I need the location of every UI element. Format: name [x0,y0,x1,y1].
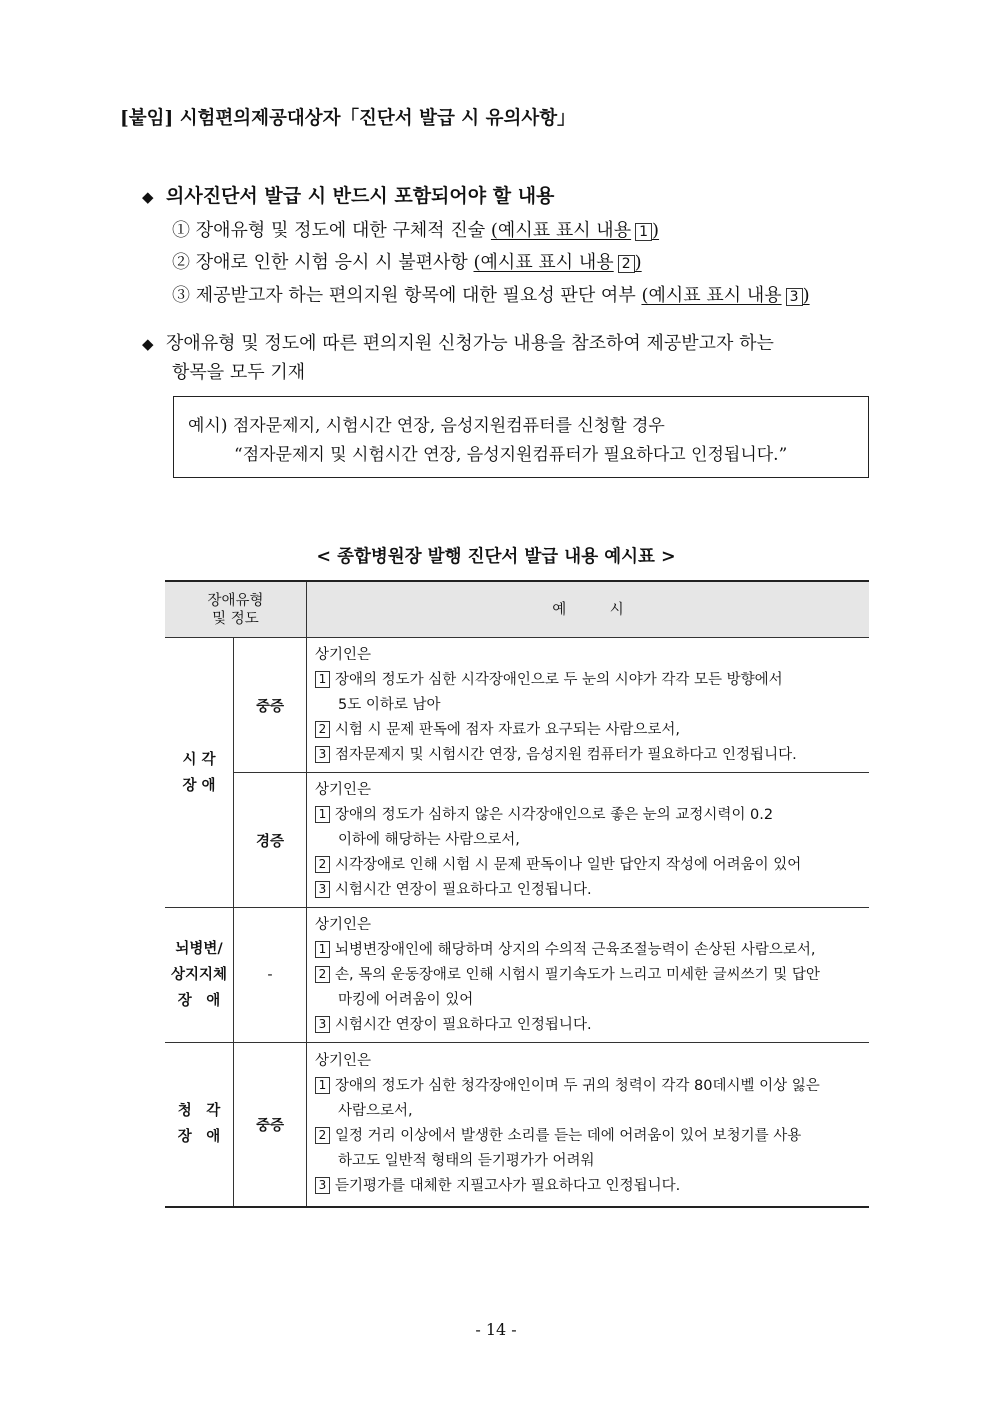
table-row [165,773,869,908]
bullet-text-line2: 항목을 모두 기재 [172,362,306,383]
example-box [173,396,869,478]
description-cell: 상기인은 1 뇌병변장애인에 해당하며 상지의 수의적 근육조절능력이 손상된 사람으로서, 2 손, 목의 운동장애로 인해 시험시 필기속도가 느리고 미세한 글씨쓰기 및 답안 마킹에 어려움이 있어 3 시험시간 연장이 필요하다고 인정됩니다. [307,908,870,1043]
header-disability-type: 장애유형 및 정도 [165,581,307,638]
page-title: [붙임] 시험편의제공대상자「진단서 발급 시 유의사항」 [120,108,576,129]
category-hearing: 청 각 장 애 [165,1043,234,1207]
table-caption: < 종합병원장 발행 진단서 발급 내용 예시표 > [316,547,676,567]
example-line-1: 예시) 점자문제지, 시험시간 연장, 음성지원컴퓨터를 신청할 경우 [188,416,665,436]
item-number: ① [172,220,190,241]
item-reference: (예시표 표시 내용 3 ) [641,285,810,306]
item-reference: (예시표 표시 내용 1 ) [490,220,660,241]
severity-cell: 중증 [234,638,307,773]
boxed-number: 2 [618,255,635,273]
item-number: ② [172,252,190,273]
item-text: 제공받고자 하는 편의지원 항목에 대한 필요성 판단 여부 [195,285,636,306]
category-brain-limb: 뇌병변/ 상지지체 장 애 [165,908,234,1043]
list-item [172,216,659,242]
table-row [165,638,869,773]
bullet-heading: 의사진단서 발급 시 반드시 포함되어야 할 내용 [166,185,555,207]
item-reference: (예시표 표시 내용 2 ) [473,252,642,273]
item-text: 장애유형 및 정도에 대한 구체적 진술 [195,220,486,241]
page-number: - 14 - [475,1320,517,1339]
table-row [165,1043,869,1207]
severity-cell: 경증 [234,773,307,908]
item-number: ③ [172,285,190,306]
boxed-number: 1 [635,223,652,241]
severity-cell: 중증 [234,1043,307,1207]
diamond-bullet-icon: ◆ [142,188,154,206]
bullet-text-line1: 장애유형 및 정도에 따른 편의지원 신청가능 내용을 참조하여 제공받고자 하는 [166,333,774,354]
description-cell: 상기인은 1 장애의 정도가 심한 시각장애인으로 두 눈의 시야가 각각 모든 방향에서 5도 이하로 남아 2 시험 시 문제 판독에 점자 자료가 요구되는 사람으로서, 3 점자문제지 및 시험시간 연장, 음성지원 컴퓨터가 필요하다고 인정됩니다. [307,638,870,773]
table-header-row [165,581,869,638]
boxed-number: 3 [786,288,803,306]
list-item [172,281,810,307]
description-cell: 상기인은 1 장애의 정도가 심한 청각장애인이며 두 귀의 청력이 각각 80데시벨 이상 잃은 사람으로서, 2 일정 거리 이상에서 발생한 소리를 듣는 데에 어려움이 있어 보청기를 사용 하고도 일반적 형태의 듣기평가가 어려워 3 듣기평가를 대체한 지필고사가 필요하다고 인정됩니다. [307,1043,870,1207]
bullet-section-2 [142,329,774,355]
diamond-bullet-icon: ◆ [142,335,154,353]
description-cell: 상기인은 1 장애의 정도가 심하지 않은 시각장애인으로 좋은 눈의 교정시력이 0.2 이하에 해당하는 사람으로서, 2 시각장애로 인해 시험 시 문제 판독이나 일반 답안지 작성에 어려움이 있어 3 시험시간 연장이 필요하다고 인정됩니다. [307,773,870,908]
example-line-2: “점자문제지 및 시험시간 연장, 음성지원컴퓨터가 필요하다고 인정됩니다.” [234,445,788,465]
severity-cell: - [234,908,307,1043]
item-text: 장애로 인한 시험 응시 시 불편사항 [195,252,468,273]
category-visual: 시 각 장 애 [165,638,234,908]
bullet-section-1 [142,181,554,208]
table-row [165,908,869,1043]
list-item [172,248,642,274]
example-table [165,580,869,1208]
header-example: 예 시 [307,581,870,638]
